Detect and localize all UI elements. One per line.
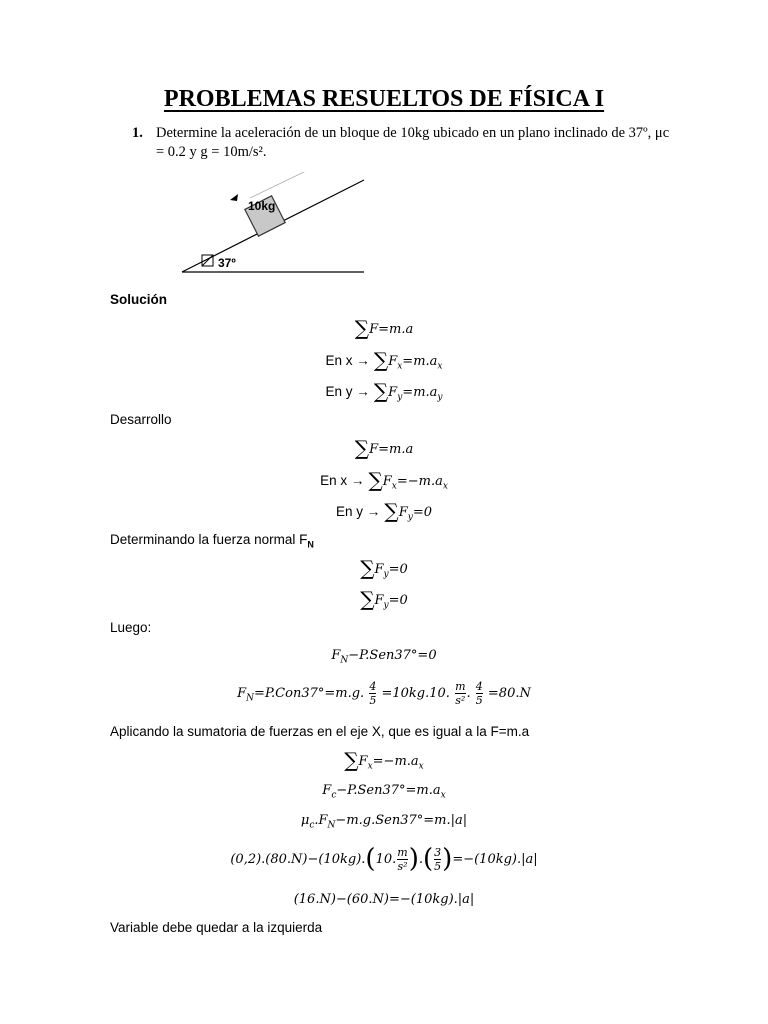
equation-y-2: En $y \to \sum F_y=0$ — [336, 499, 432, 523]
inclined-plane-diagram — [178, 172, 378, 281]
variable-note: Variable debe quedar a la izquierda — [110, 920, 323, 935]
problem-statement — [132, 124, 672, 162]
equation-normal-2: $F_N=P.Con37^\circ=m.g$. $\frac{4}{5}$ =10kg.10. $\frac{m}{\text{s²}}$ . $\frac{4}{5}$ =80.N — [237, 680, 531, 707]
equation-mu: $\mu_c.F_N-m.g.Sen37^\circ=m.|a|$ — [300, 813, 468, 831]
aplicando-text: Aplicando la sumatoria de fuerzas en el eje X, que es igual a la F=m.a — [110, 724, 530, 739]
equation-substitution: (0,2).(80.N)−(10kg).(10. $\frac{m}{\text{s²}}$ ).( $\frac{3}{5}$ )=−(10kg).|a| — [230, 844, 538, 874]
equation-fc: $F_c-P.Sen37^\circ=m.a_x$ — [322, 783, 446, 801]
luego-heading: Luego: — [110, 620, 152, 635]
equation-sum-f: ∑F=m.a — [354, 316, 414, 340]
page-title: PROBLEMAS RESUELTOS DE FÍSICA I — [163, 86, 605, 112]
equation-x: En $x \to \sum F_x=m.a_x$ — [325, 348, 443, 372]
motion-arrow-icon — [230, 194, 238, 201]
normal-force-heading: Determinando la fuerza normal $F_N$ — [110, 532, 314, 550]
inclined-plane-svg — [178, 172, 378, 276]
equation-simplified: (16.N)−(60.N)=−(10kg).|a| — [293, 892, 475, 907]
equation-y: En $y \to \sum F_y=m.a_y$ — [325, 379, 443, 403]
fraction-m-s2-b: $\frac{m}{\text{s²}}$ — [397, 846, 408, 873]
equation-fy-zero-2: $\sum F_y=0$ — [360, 587, 408, 611]
fraction-4-5: $\frac{4}{5}$ — [369, 680, 377, 707]
fraction-m-s2: $\frac{m}{\text{s²}}$ — [455, 680, 466, 707]
fraction-3-5: $\frac{3}{5}$ — [434, 846, 442, 873]
motion-guide-line — [250, 172, 306, 198]
equation-fy-zero-1: $\sum F_y=0$ — [360, 556, 408, 580]
block-label: 10kg — [248, 199, 276, 213]
equation-sum-f-2: ∑F=m.a — [354, 436, 414, 460]
problem-text: Determine la aceleración de un bloque de 10kg ubicado en un plano inclinado de 37º, μc = 0.2 y g = 10m/s². — [156, 125, 670, 160]
angle-label: 37º — [218, 256, 236, 270]
fraction-4-5-b: $\frac{4}{5}$ — [475, 680, 483, 707]
problem-number: 1. — [132, 125, 143, 141]
desarrollo-heading: Desarrollo — [110, 412, 172, 427]
equation-x-2: En $x \to \sum F_x=-m.a_x$ — [320, 468, 448, 492]
equation-fx: $\sum F_x=-m.a_x$ — [344, 748, 424, 772]
equation-normal-1: $F_N-P.Sen37^\circ=0$ — [331, 648, 437, 666]
solucion-heading: Solución — [110, 292, 167, 307]
